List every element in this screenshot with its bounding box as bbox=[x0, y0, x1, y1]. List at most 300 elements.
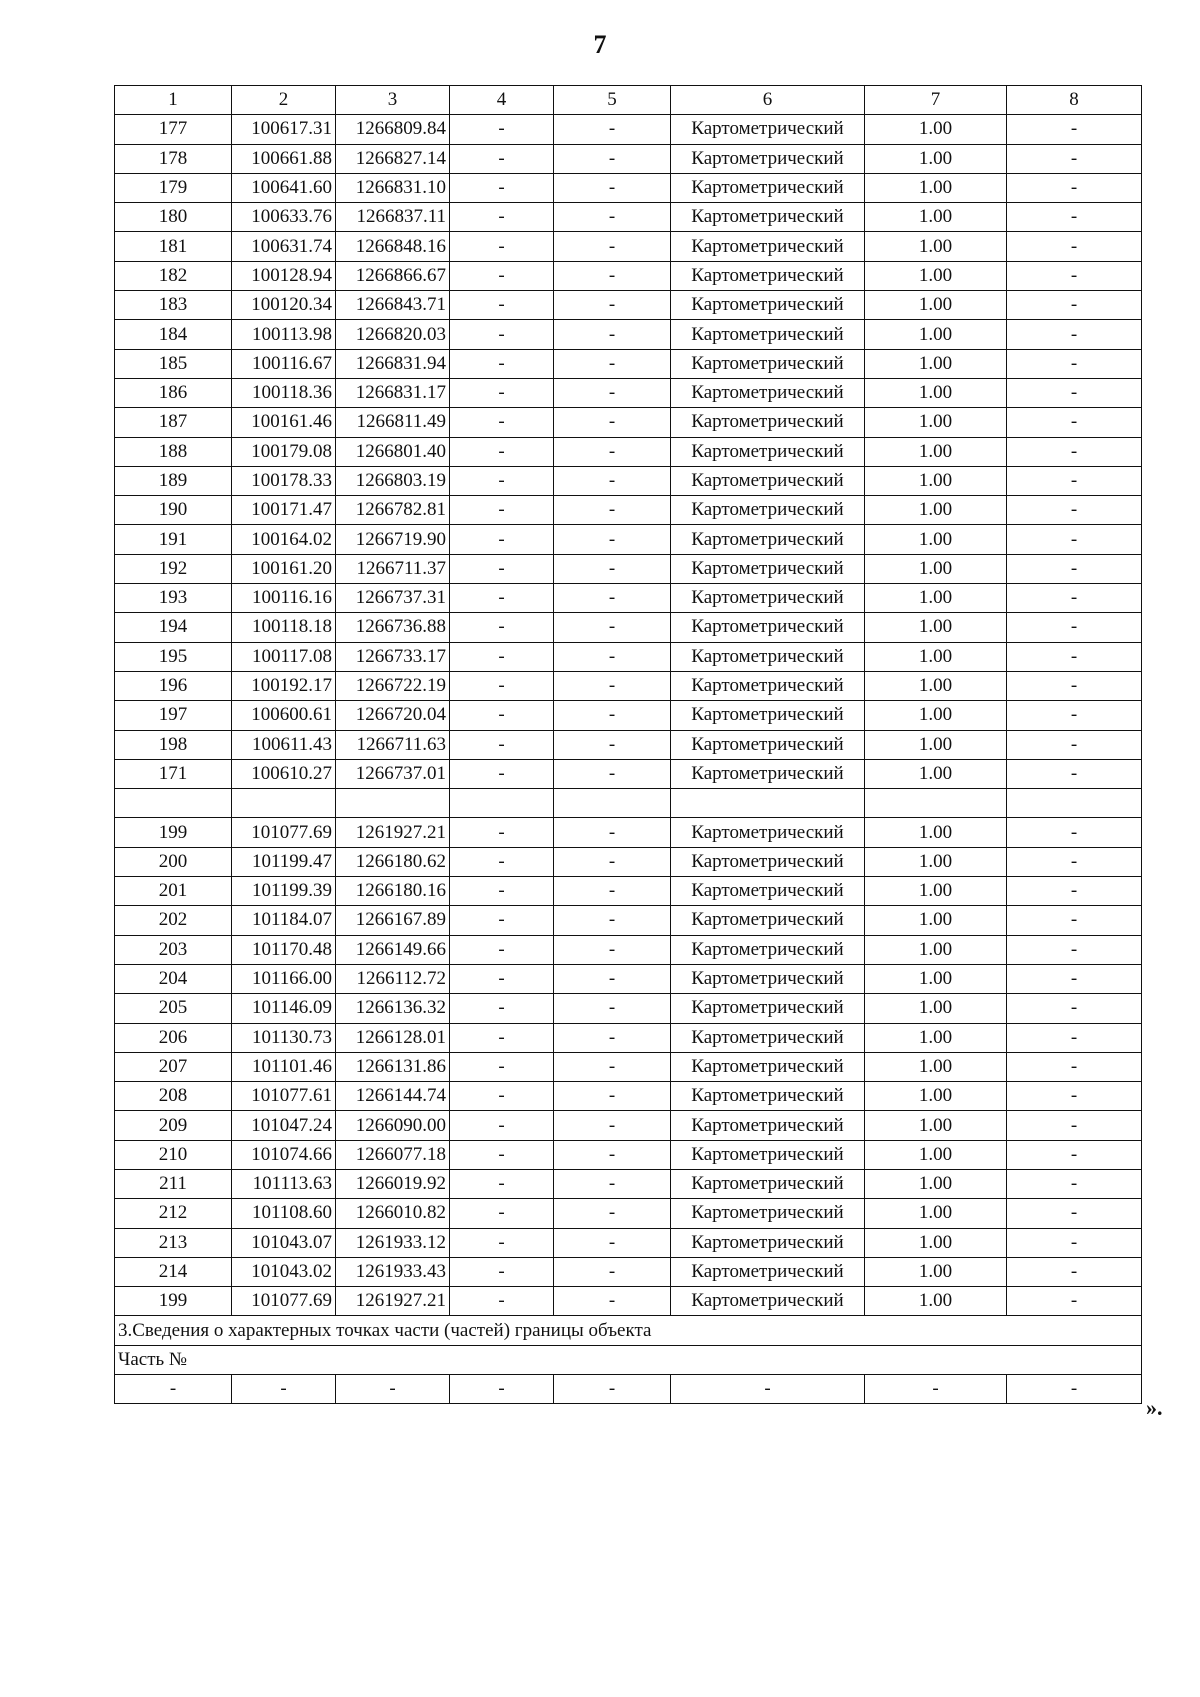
table-cell: - bbox=[336, 1375, 450, 1404]
table-cell: 1266711.63 bbox=[336, 730, 450, 759]
table-cell: - bbox=[554, 1199, 671, 1228]
table-cell: - bbox=[1007, 496, 1142, 525]
table-cell: 101166.00 bbox=[232, 964, 336, 993]
empty-cell bbox=[450, 789, 554, 818]
table-cell: - bbox=[450, 232, 554, 261]
table-cell: - bbox=[671, 1375, 865, 1404]
table-cell: 1.00 bbox=[865, 1111, 1007, 1140]
table-cell: - bbox=[1007, 320, 1142, 349]
table-cell: - bbox=[1007, 261, 1142, 290]
empty-cell bbox=[671, 789, 865, 818]
table-cell: - bbox=[554, 437, 671, 466]
table-cell: Картометрический bbox=[671, 1140, 865, 1169]
table-cell: - bbox=[554, 554, 671, 583]
table-cell: 100117.08 bbox=[232, 642, 336, 671]
table-cell: Картометрический bbox=[671, 1287, 865, 1316]
table-cell: 100118.36 bbox=[232, 378, 336, 407]
table-row bbox=[115, 203, 1142, 232]
table-cell: 100617.31 bbox=[232, 115, 336, 144]
table-cell: - bbox=[450, 496, 554, 525]
table-cell: 100161.46 bbox=[232, 408, 336, 437]
table-cell: 100171.47 bbox=[232, 496, 336, 525]
table-cell: Картометрический bbox=[671, 525, 865, 554]
table-cell: 194 bbox=[115, 613, 232, 642]
table-row bbox=[115, 261, 1142, 290]
table-cell: - bbox=[554, 144, 671, 173]
table-cell: - bbox=[554, 173, 671, 202]
table-cell: - bbox=[1007, 642, 1142, 671]
table-row bbox=[115, 437, 1142, 466]
table-cell: 1266837.11 bbox=[336, 203, 450, 232]
table-row bbox=[115, 1257, 1142, 1286]
table-cell: 200 bbox=[115, 847, 232, 876]
table-cell: 8 bbox=[1007, 86, 1142, 115]
table-cell: 1266180.62 bbox=[336, 847, 450, 876]
table-cell: - bbox=[450, 320, 554, 349]
table-cell: 1266719.90 bbox=[336, 525, 450, 554]
table-row bbox=[115, 613, 1142, 642]
table-cell: - bbox=[1007, 671, 1142, 700]
table-row bbox=[115, 115, 1142, 144]
table-cell: 1.00 bbox=[865, 466, 1007, 495]
table-cell: 1.00 bbox=[865, 964, 1007, 993]
table-cell: Картометрический bbox=[671, 554, 865, 583]
empty-cell bbox=[554, 789, 671, 818]
table-cell: - bbox=[450, 1111, 554, 1140]
table-cell: - bbox=[450, 144, 554, 173]
table-cell: Картометрический bbox=[671, 759, 865, 788]
table-cell: - bbox=[450, 759, 554, 788]
table-cell: - bbox=[450, 994, 554, 1023]
table-cell: 100118.18 bbox=[232, 613, 336, 642]
table-cell: - bbox=[554, 1287, 671, 1316]
table-cell: 210 bbox=[115, 1140, 232, 1169]
table-cell: - bbox=[554, 994, 671, 1023]
table-cell: - bbox=[450, 730, 554, 759]
table-row bbox=[115, 291, 1142, 320]
table-cell: 199 bbox=[115, 1287, 232, 1316]
table-cell: 1261927.21 bbox=[336, 818, 450, 847]
table-cell: 3 bbox=[336, 86, 450, 115]
table-row bbox=[115, 964, 1142, 993]
table-cell: - bbox=[450, 291, 554, 320]
table-cell: 211 bbox=[115, 1169, 232, 1198]
table-cell: - bbox=[450, 1052, 554, 1081]
table-cell: Картометрический bbox=[671, 115, 865, 144]
table-cell: 100610.27 bbox=[232, 759, 336, 788]
table-cell: - bbox=[450, 906, 554, 935]
table-cell: 101108.60 bbox=[232, 1199, 336, 1228]
table-cell: 1.00 bbox=[865, 1140, 1007, 1169]
table-cell: - bbox=[1007, 994, 1142, 1023]
table-cell: - bbox=[1007, 847, 1142, 876]
table-row bbox=[115, 554, 1142, 583]
table-cell: - bbox=[450, 701, 554, 730]
table-cell: 214 bbox=[115, 1257, 232, 1286]
table-cell: 208 bbox=[115, 1082, 232, 1111]
table-row bbox=[115, 906, 1142, 935]
table-cell: - bbox=[1007, 173, 1142, 202]
table-cell: 1266843.71 bbox=[336, 291, 450, 320]
table-cell: - bbox=[450, 1199, 554, 1228]
table-cell: Картометрический bbox=[671, 1052, 865, 1081]
table-row bbox=[115, 1111, 1142, 1140]
table-cell: Картометрический bbox=[671, 496, 865, 525]
table-cell: 199 bbox=[115, 818, 232, 847]
table-cell: 5 bbox=[554, 86, 671, 115]
table-cell: 202 bbox=[115, 906, 232, 935]
table-cell: 101199.47 bbox=[232, 847, 336, 876]
table-cell: 100192.17 bbox=[232, 671, 336, 700]
table-cell: Картометрический bbox=[671, 642, 865, 671]
table-cell: - bbox=[1007, 1082, 1142, 1111]
table-cell: 183 bbox=[115, 291, 232, 320]
table-cell: 1.00 bbox=[865, 642, 1007, 671]
table-cell: 101130.73 bbox=[232, 1023, 336, 1052]
table-cell: - bbox=[1007, 1287, 1142, 1316]
table-row bbox=[115, 1052, 1142, 1081]
table-cell: 195 bbox=[115, 642, 232, 671]
table-cell: 100631.74 bbox=[232, 232, 336, 261]
table-cell: Картометрический bbox=[671, 701, 865, 730]
table-cell: - bbox=[450, 1257, 554, 1286]
table-cell: - bbox=[554, 964, 671, 993]
table-cell: Картометрический bbox=[671, 1169, 865, 1198]
table-cell: - bbox=[554, 291, 671, 320]
table-cell: 1.00 bbox=[865, 818, 1007, 847]
table-cell: 1.00 bbox=[865, 1169, 1007, 1198]
table-cell: 1266090.00 bbox=[336, 1111, 450, 1140]
table-cell: 1266136.32 bbox=[336, 994, 450, 1023]
table-cell: - bbox=[1007, 877, 1142, 906]
table-cell: 206 bbox=[115, 1023, 232, 1052]
empty-cell bbox=[1007, 789, 1142, 818]
table-cell: - bbox=[554, 847, 671, 876]
table-cell: 1266737.01 bbox=[336, 759, 450, 788]
table-row bbox=[115, 1228, 1142, 1257]
table-cell: 179 bbox=[115, 173, 232, 202]
table-cell: 1266131.86 bbox=[336, 1052, 450, 1081]
table-cell: 1.00 bbox=[865, 144, 1007, 173]
table-row bbox=[115, 1140, 1142, 1169]
table-cell: 1266167.89 bbox=[336, 906, 450, 935]
table-cell: 1.00 bbox=[865, 994, 1007, 1023]
table-cell: 197 bbox=[115, 701, 232, 730]
empty-cell bbox=[115, 789, 232, 818]
table-cell: - bbox=[450, 1375, 554, 1404]
table-cell: - bbox=[554, 671, 671, 700]
table-cell: 1266831.94 bbox=[336, 349, 450, 378]
table-cell: Картометрический bbox=[671, 173, 865, 202]
table-cell: - bbox=[450, 203, 554, 232]
table-cell: 191 bbox=[115, 525, 232, 554]
table-cell: 1266112.72 bbox=[336, 964, 450, 993]
table-cell: - bbox=[450, 642, 554, 671]
table-cell: Картометрический bbox=[671, 1257, 865, 1286]
table-cell: 1.00 bbox=[865, 173, 1007, 202]
table-cell: Картометрический bbox=[671, 1023, 865, 1052]
table-cell: 100120.34 bbox=[232, 291, 336, 320]
table-cell: - bbox=[554, 906, 671, 935]
table-cell: 100128.94 bbox=[232, 261, 336, 290]
table-cell: 101170.48 bbox=[232, 935, 336, 964]
table-cell: - bbox=[1007, 378, 1142, 407]
table-cell: 1266820.03 bbox=[336, 320, 450, 349]
table-row bbox=[115, 877, 1142, 906]
table-cell: 1266010.82 bbox=[336, 1199, 450, 1228]
table-cell: - bbox=[554, 730, 671, 759]
table-cell: - bbox=[554, 1111, 671, 1140]
table-cell: - bbox=[1007, 291, 1142, 320]
table-cell: 100178.33 bbox=[232, 466, 336, 495]
table-cell: 1.00 bbox=[865, 554, 1007, 583]
table-cell: 100611.43 bbox=[232, 730, 336, 759]
table-cell: - bbox=[1007, 906, 1142, 935]
table-cell: 1266803.19 bbox=[336, 466, 450, 495]
table-row bbox=[115, 994, 1142, 1023]
table-cell: 1266848.16 bbox=[336, 232, 450, 261]
table-cell: - bbox=[554, 1257, 671, 1286]
table-cell: 1.00 bbox=[865, 1199, 1007, 1228]
table-cell: - bbox=[554, 261, 671, 290]
table-cell: - bbox=[554, 496, 671, 525]
blank-separator-row bbox=[115, 789, 1142, 818]
table-row bbox=[115, 349, 1142, 378]
empty-cell bbox=[336, 789, 450, 818]
table-row bbox=[115, 320, 1142, 349]
table-cell: - bbox=[554, 525, 671, 554]
table-cell: - bbox=[1007, 1111, 1142, 1140]
table-cell: - bbox=[450, 437, 554, 466]
table-cell: - bbox=[1007, 759, 1142, 788]
table-cell: 1.00 bbox=[865, 349, 1007, 378]
table-cell: 1266736.88 bbox=[336, 613, 450, 642]
table-cell: - bbox=[1007, 437, 1142, 466]
table-cell: 1 bbox=[115, 86, 232, 115]
table-cell: 100179.08 bbox=[232, 437, 336, 466]
table-cell: 185 bbox=[115, 349, 232, 378]
table-cell: Картометрический bbox=[671, 671, 865, 700]
table-cell: Картометрический bbox=[671, 320, 865, 349]
table-cell: - bbox=[1007, 466, 1142, 495]
table-cell: Картометрический bbox=[671, 730, 865, 759]
table-cell: 180 bbox=[115, 203, 232, 232]
table-cell: - bbox=[450, 349, 554, 378]
table-header-row bbox=[115, 86, 1142, 115]
table-cell: - bbox=[1007, 1257, 1142, 1286]
table-cell: - bbox=[554, 466, 671, 495]
table-cell: - bbox=[554, 613, 671, 642]
table-cell: - bbox=[450, 466, 554, 495]
table-row bbox=[115, 584, 1142, 613]
table-cell: 207 bbox=[115, 1052, 232, 1081]
table-cell: 1.00 bbox=[865, 584, 1007, 613]
table-cell: 1.00 bbox=[865, 203, 1007, 232]
table-cell: 1.00 bbox=[865, 877, 1007, 906]
table-cell: 1266827.14 bbox=[336, 144, 450, 173]
table-cell: 100661.88 bbox=[232, 144, 336, 173]
table-cell: 1266144.74 bbox=[336, 1082, 450, 1111]
table-cell: - bbox=[554, 349, 671, 378]
table-cell: - bbox=[450, 1169, 554, 1198]
table-cell: 101199.39 bbox=[232, 877, 336, 906]
section-3-title-row bbox=[115, 1316, 1142, 1345]
table-cell: Картометрический bbox=[671, 994, 865, 1023]
table-cell: 1.00 bbox=[865, 115, 1007, 144]
table-cell: - bbox=[232, 1375, 336, 1404]
table-cell: Картометрический bbox=[671, 437, 865, 466]
table-cell: - bbox=[450, 877, 554, 906]
table-cell: Картометрический bbox=[671, 408, 865, 437]
table-cell: - bbox=[1007, 1023, 1142, 1052]
table-cell: - bbox=[554, 584, 671, 613]
coordinates-table bbox=[114, 85, 1142, 1404]
table-cell: - bbox=[554, 1228, 671, 1257]
table-cell: - bbox=[450, 935, 554, 964]
table-cell: - bbox=[450, 261, 554, 290]
table-cell: 100641.60 bbox=[232, 173, 336, 202]
table-row bbox=[115, 408, 1142, 437]
table-cell: 101146.09 bbox=[232, 994, 336, 1023]
table-cell: Картометрический bbox=[671, 203, 865, 232]
table-cell: 100116.67 bbox=[232, 349, 336, 378]
table-cell: 1.00 bbox=[865, 291, 1007, 320]
table-cell: - bbox=[554, 1140, 671, 1169]
table-row bbox=[115, 232, 1142, 261]
table-cell: Картометрический bbox=[671, 232, 865, 261]
table-cell: 1.00 bbox=[865, 906, 1007, 935]
table-cell: 205 bbox=[115, 994, 232, 1023]
table-cell: 181 bbox=[115, 232, 232, 261]
table-cell: 1266831.10 bbox=[336, 173, 450, 202]
table-cell: 1266128.01 bbox=[336, 1023, 450, 1052]
closing-quote-mark: ». bbox=[1146, 1395, 1163, 1420]
table-cell: 1266831.17 bbox=[336, 378, 450, 407]
table-row bbox=[115, 1082, 1142, 1111]
table-cell: 101077.69 bbox=[232, 818, 336, 847]
table-cell: - bbox=[554, 408, 671, 437]
table-cell: Картометрический bbox=[671, 584, 865, 613]
table-cell: 1261933.43 bbox=[336, 1257, 450, 1286]
table-cell: - bbox=[450, 1082, 554, 1111]
table-cell: - bbox=[450, 818, 554, 847]
table-row bbox=[115, 730, 1142, 759]
table-cell: Картометрический bbox=[671, 964, 865, 993]
table-cell: 101113.63 bbox=[232, 1169, 336, 1198]
table-cell: Картометрический bbox=[671, 613, 865, 642]
table-cell: 1.00 bbox=[865, 613, 1007, 642]
table-cell: - bbox=[1007, 613, 1142, 642]
table-cell: - bbox=[554, 232, 671, 261]
table-cell: 213 bbox=[115, 1228, 232, 1257]
table-cell: - bbox=[1007, 730, 1142, 759]
table-cell: 1.00 bbox=[865, 1228, 1007, 1257]
table-cell: - bbox=[554, 1375, 671, 1404]
table-row bbox=[115, 378, 1142, 407]
table-cell: 101077.69 bbox=[232, 1287, 336, 1316]
table-cell: 100164.02 bbox=[232, 525, 336, 554]
table-cell: - bbox=[1007, 1052, 1142, 1081]
table-row bbox=[115, 1023, 1142, 1052]
table-cell: 101077.61 bbox=[232, 1082, 336, 1111]
table-cell: - bbox=[450, 1228, 554, 1257]
table-cell: 4 bbox=[450, 86, 554, 115]
table-cell: 1266809.84 bbox=[336, 115, 450, 144]
table-cell: - bbox=[450, 115, 554, 144]
table-cell: 1266733.17 bbox=[336, 642, 450, 671]
table-cell: 171 bbox=[115, 759, 232, 788]
table-cell: 1.00 bbox=[865, 437, 1007, 466]
table-cell: Картометрический bbox=[671, 378, 865, 407]
table-cell: - bbox=[1007, 818, 1142, 847]
table-row bbox=[115, 1287, 1142, 1316]
table-cell: 7 bbox=[865, 86, 1007, 115]
table-cell: - bbox=[1007, 1199, 1142, 1228]
empty-cell bbox=[865, 789, 1007, 818]
table-cell: 1.00 bbox=[865, 232, 1007, 261]
table-cell: 1266019.92 bbox=[336, 1169, 450, 1198]
table-cell: - bbox=[1007, 964, 1142, 993]
table-cell: 1.00 bbox=[865, 496, 1007, 525]
table-cell: 187 bbox=[115, 408, 232, 437]
table-cell: - bbox=[450, 525, 554, 554]
table-cell: - bbox=[450, 847, 554, 876]
table-cell: Картометрический bbox=[671, 935, 865, 964]
table-cell: 177 bbox=[115, 115, 232, 144]
table-cell: 100113.98 bbox=[232, 320, 336, 349]
table-cell: - bbox=[1007, 525, 1142, 554]
table-cell: - bbox=[1007, 408, 1142, 437]
table-cell: 1261927.21 bbox=[336, 1287, 450, 1316]
table-cell: 1.00 bbox=[865, 730, 1007, 759]
table-row bbox=[115, 1199, 1142, 1228]
table-cell: - bbox=[1007, 144, 1142, 173]
table-row bbox=[115, 847, 1142, 876]
table-cell: 100633.76 bbox=[232, 203, 336, 232]
table-cell: 1266737.31 bbox=[336, 584, 450, 613]
table-cell: - bbox=[1007, 584, 1142, 613]
section-3-title: 3.Сведения о характерных точках части (частей) границы объекта bbox=[115, 1316, 1142, 1345]
table-cell: 193 bbox=[115, 584, 232, 613]
table-row bbox=[115, 935, 1142, 964]
table-cell: 201 bbox=[115, 877, 232, 906]
table-cell: 184 bbox=[115, 320, 232, 349]
table-row bbox=[115, 466, 1142, 495]
part-number-label: Часть № bbox=[115, 1345, 1142, 1374]
table-cell: 1266866.67 bbox=[336, 261, 450, 290]
table-cell: 196 bbox=[115, 671, 232, 700]
table-cell: 1.00 bbox=[865, 378, 1007, 407]
table-cell: - bbox=[450, 613, 554, 642]
table-cell: 198 bbox=[115, 730, 232, 759]
table-cell: Картометрический bbox=[671, 261, 865, 290]
table-cell: 192 bbox=[115, 554, 232, 583]
table-cell: - bbox=[450, 1287, 554, 1316]
table-cell: - bbox=[554, 1052, 671, 1081]
table-cell: 1266711.37 bbox=[336, 554, 450, 583]
table-cell: 1266811.49 bbox=[336, 408, 450, 437]
table-cell: 1.00 bbox=[865, 1052, 1007, 1081]
table-cell: 101074.66 bbox=[232, 1140, 336, 1169]
table-cell: 209 bbox=[115, 1111, 232, 1140]
table-cell: - bbox=[1007, 203, 1142, 232]
table-cell: - bbox=[554, 115, 671, 144]
table-cell: 186 bbox=[115, 378, 232, 407]
table-cell: 6 bbox=[671, 86, 865, 115]
table-cell: 178 bbox=[115, 144, 232, 173]
table-cell: - bbox=[554, 701, 671, 730]
table-cell: Картометрический bbox=[671, 466, 865, 495]
